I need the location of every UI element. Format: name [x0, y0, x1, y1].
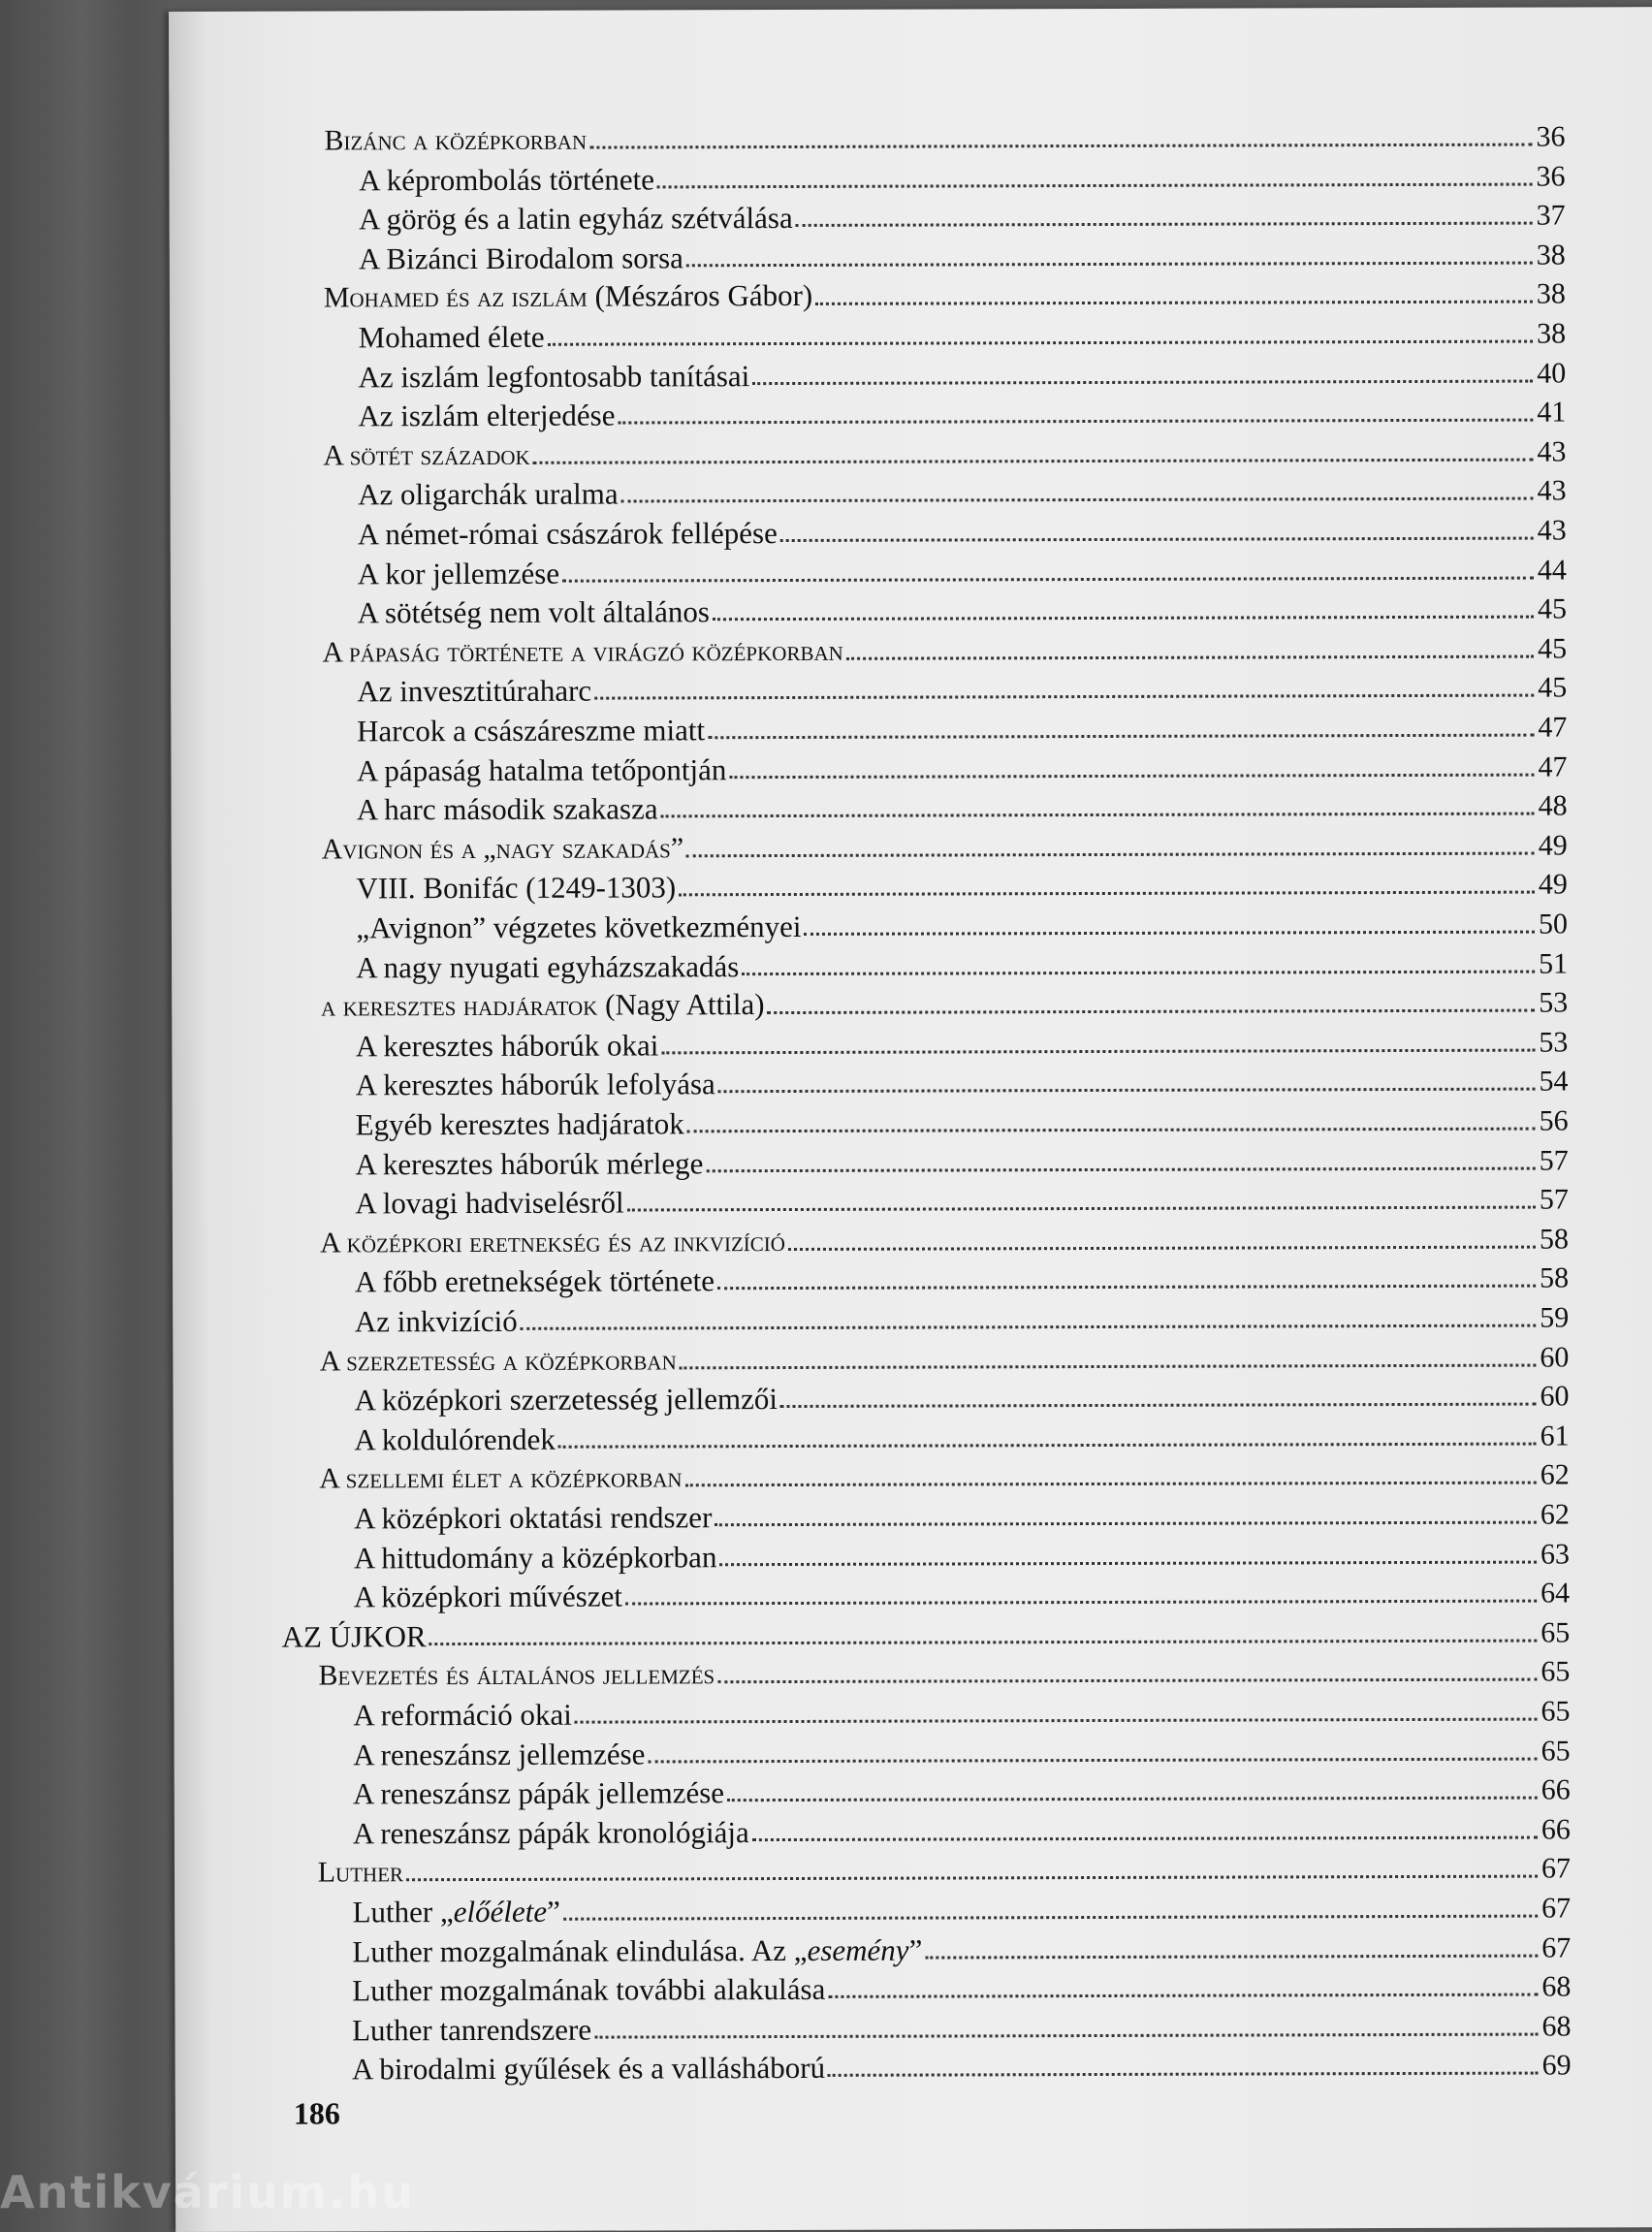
- toc-entry-page: 65: [1541, 1655, 1571, 1688]
- toc-entry-page: 57: [1539, 1144, 1569, 1177]
- toc-entry-title: Luther tanrendszere: [352, 2012, 592, 2048]
- toc-entry-page: 63: [1540, 1538, 1571, 1571]
- toc-entry: [324, 273, 1566, 316]
- toc-entry: [359, 312, 1567, 355]
- toc-entry-page: 65: [1541, 1735, 1571, 1768]
- toc-entry: [359, 155, 1565, 198]
- toc-entry-title: A kor jellemzése: [357, 556, 560, 590]
- toc-entry-page: 53: [1539, 1026, 1569, 1059]
- dot-leader: [727, 1797, 1538, 1802]
- toc-entry-page: 58: [1540, 1261, 1570, 1294]
- toc-entry-title: A harc második szakasza: [356, 791, 658, 827]
- dot-leader: [686, 851, 1535, 857]
- dot-leader: [594, 2032, 1538, 2038]
- toc-entry: [352, 2005, 1572, 2048]
- toc-entry-title: A középkori szerzetesség jellemzői: [354, 1382, 778, 1418]
- toc-entry-page: 65: [1541, 1695, 1571, 1728]
- dot-leader: [804, 931, 1535, 936]
- toc-entry-title: A sötétség nem volt általános: [357, 594, 710, 630]
- dot-leader: [742, 970, 1535, 975]
- toc-entry-title: A reformáció okai: [353, 1697, 572, 1733]
- toc-entry-page: 58: [1539, 1223, 1570, 1256]
- dot-leader: [625, 1600, 1537, 1606]
- toc-entry-title: A német-római császárok fellépése: [357, 516, 778, 552]
- toc-entry-page: 41: [1537, 396, 1567, 429]
- toc-entry: [357, 785, 1568, 828]
- toc-entry-page: 66: [1541, 1813, 1571, 1846]
- toc-entry: [318, 1848, 1571, 1891]
- dot-leader: [796, 222, 1533, 227]
- toc-entry: [319, 1454, 1570, 1497]
- toc-entry: [354, 1376, 1569, 1419]
- toc-entry: [321, 982, 1568, 1025]
- dot-leader: [752, 379, 1533, 385]
- dot-leader: [618, 419, 1533, 425]
- toc-entry: [354, 1533, 1570, 1576]
- toc-entry-title: A hittudomány a középkorban: [353, 1539, 717, 1576]
- toc-entry-author: (Mészáros Gábor): [587, 278, 813, 314]
- dot-leader: [621, 497, 1534, 503]
- toc-entry: [355, 1179, 1569, 1222]
- toc-entry: [356, 903, 1568, 945]
- toc-entry-title: A szellemi élet a középkorban: [319, 1461, 683, 1495]
- toc-entry: [357, 706, 1567, 749]
- toc-entry-title: Harcok a császáreszme miatt: [357, 713, 706, 749]
- toc-entry-title: A sötét századok: [323, 438, 530, 472]
- book-page: [169, 7, 1652, 2232]
- toc-entry-page: 47: [1538, 750, 1568, 783]
- toc-entry: [352, 1927, 1571, 1969]
- dot-leader: [680, 1363, 1537, 1369]
- dot-leader: [562, 576, 1534, 582]
- toc-entry-page: 64: [1541, 1577, 1571, 1610]
- toc-entry-title: Az iszlám elterjedése: [358, 398, 616, 433]
- dot-leader: [713, 616, 1534, 622]
- dot-leader: [780, 537, 1534, 542]
- toc-entry: [358, 352, 1566, 395]
- toc-entry-page: 43: [1537, 435, 1567, 468]
- toc-entry-page: 54: [1539, 1065, 1569, 1098]
- table-of-contents: [169, 115, 1652, 2087]
- toc-entry-page: 45: [1538, 632, 1568, 665]
- toc-entry-page: 61: [1540, 1419, 1570, 1452]
- toc-entry-title: A pápaság története a virágzó középkorban: [322, 634, 843, 669]
- dot-leader: [715, 1521, 1537, 1527]
- dot-leader: [627, 1206, 1536, 1212]
- toc-entry-page: 56: [1539, 1104, 1569, 1137]
- toc-entry: [318, 1651, 1570, 1694]
- dot-leader: [717, 1678, 1537, 1684]
- toc-entry-title: Luther mozgalmának további alakulása: [352, 1972, 826, 2008]
- toc-entry: [322, 824, 1568, 867]
- toc-entry-page: 38: [1536, 317, 1567, 350]
- toc-entry-page: 67: [1541, 1931, 1572, 1964]
- toc-entry-title: Luther mozgalmának elindulása. Az „esemény”: [352, 1932, 923, 1969]
- toc-entry-page: 37: [1536, 199, 1566, 232]
- toc-entry-title: A reneszánsz pápák kronológiája: [352, 1814, 749, 1851]
- toc-entry: [355, 1296, 1570, 1339]
- dot-leader: [679, 891, 1535, 897]
- dot-leader: [575, 1718, 1538, 1724]
- toc-entry: [354, 1573, 1570, 1615]
- toc-entry: [357, 746, 1568, 788]
- toc-entry-page: 45: [1538, 671, 1568, 704]
- toc-entry: [353, 1770, 1571, 1812]
- toc-entry-page: 38: [1536, 239, 1566, 271]
- dot-leader: [686, 261, 1533, 267]
- toc-entry-page: 60: [1540, 1380, 1570, 1413]
- toc-entry-page: 65: [1541, 1616, 1571, 1649]
- dot-leader: [558, 1442, 1537, 1448]
- toc-entry-page: 68: [1541, 2010, 1572, 2043]
- toc-entry-page: 38: [1536, 277, 1566, 310]
- toc-entry-page: 62: [1540, 1458, 1570, 1491]
- toc-entry-page: 62: [1540, 1498, 1570, 1531]
- toc-entry-title: A birodalmi gyűlések és a vallásháború: [351, 2051, 826, 2087]
- toc-entry-author: (Nagy Attila): [597, 987, 765, 1022]
- page-number: 186: [293, 2095, 340, 2131]
- toc-entry-title: AZ ÚJKOR: [281, 1618, 427, 1654]
- toc-entry-title: A lovagi hadviselésről: [355, 1185, 624, 1221]
- dot-leader: [533, 458, 1534, 463]
- toc-entry: [353, 1690, 1570, 1733]
- toc-entry-title: A reneszánsz pápák jellemzése: [352, 1775, 725, 1811]
- dot-leader: [563, 1915, 1538, 1921]
- dot-leader: [780, 1403, 1537, 1408]
- toc-entry-title: Az iszlám legfontosabb tanításai: [358, 358, 750, 394]
- toc-entry-title: A szerzetesség a középkorban: [319, 1343, 677, 1378]
- toc-entry: [356, 1021, 1569, 1064]
- toc-entry: [356, 1061, 1569, 1103]
- toc-entry-page: 59: [1540, 1301, 1570, 1334]
- toc-entry-page: 49: [1538, 829, 1568, 862]
- dot-leader: [406, 1875, 1538, 1882]
- dot-leader: [717, 1285, 1536, 1291]
- toc-entry-title: Egyéb keresztes hadjáratok: [355, 1106, 684, 1142]
- toc-entry: [353, 1730, 1571, 1772]
- toc-entry: [352, 1966, 1571, 2009]
- dot-leader: [729, 773, 1534, 779]
- dot-leader: [925, 1954, 1538, 1959]
- toc-entry: [356, 864, 1567, 907]
- toc-entry-page: 49: [1538, 868, 1568, 901]
- toc-entry-title: A keresztes háborúk lefolyása: [355, 1067, 715, 1102]
- toc-entry: [355, 1258, 1569, 1300]
- toc-entry-title: A görög és a latin egyház szétválása: [359, 201, 793, 237]
- toc-entry-title: Mohamed és az iszlám (Mészáros Gábor): [323, 278, 813, 314]
- toc-entry-page: 43: [1537, 474, 1567, 507]
- toc-entry: [358, 509, 1567, 552]
- toc-entry-title: A középkori oktatási rendszer: [354, 1500, 713, 1536]
- toc-entry-page: 47: [1538, 711, 1568, 744]
- toc-entry-title: Bevezetés és általános jellemzés: [318, 1658, 715, 1692]
- toc-entry: [356, 942, 1568, 985]
- dot-leader: [589, 143, 1532, 149]
- toc-entry-page: 36: [1536, 120, 1566, 153]
- dot-leader: [594, 694, 1534, 700]
- toc-entry: [356, 1100, 1569, 1142]
- toc-entry-page: 68: [1541, 1970, 1572, 2003]
- watermark: Antikvárium.hu: [0, 2166, 415, 2218]
- toc-entry: [357, 667, 1567, 710]
- toc-entry-page: 51: [1539, 947, 1569, 980]
- dot-leader: [828, 1993, 1538, 1998]
- dot-leader: [657, 182, 1533, 188]
- toc-entry-italic: esemény: [807, 1932, 909, 1967]
- toc-entry: [324, 115, 1565, 158]
- toc-entry-title: Az oligarchák uralma: [357, 476, 619, 512]
- toc-entry-title: Avignon és a „nagy szakadás”: [321, 832, 684, 866]
- toc-entry-title: a keresztes hadjáratok (Nagy Attila): [321, 987, 765, 1023]
- toc-entry-title: A képrombolás története: [359, 162, 655, 197]
- dot-leader: [828, 2072, 1539, 2077]
- toc-entry-page: 67: [1541, 1892, 1572, 1925]
- dot-leader: [846, 654, 1534, 659]
- dot-leader: [429, 1639, 1538, 1645]
- toc-entry-title: A főbb eretnekségek története: [354, 1263, 715, 1299]
- dot-leader: [815, 301, 1533, 305]
- toc-entry: [320, 1336, 1570, 1379]
- dot-leader: [687, 1128, 1536, 1133]
- toc-entry: [353, 1808, 1571, 1851]
- toc-entry-title: A középkori eretnekség és az inkvizíció: [320, 1225, 785, 1259]
- dot-leader: [661, 813, 1535, 818]
- dot-leader: [768, 1009, 1536, 1014]
- toc-entry-page: 69: [1541, 2049, 1572, 2082]
- toc-entry-title: A koldulórendek: [354, 1421, 556, 1457]
- toc-entry-title: Luther: [317, 1856, 404, 1889]
- toc-entry: [359, 195, 1566, 238]
- dot-leader: [752, 1835, 1538, 1841]
- dot-leader: [685, 1482, 1537, 1487]
- toc-entry-page: 45: [1537, 592, 1567, 625]
- dot-leader: [648, 1757, 1537, 1763]
- dot-leader: [788, 1245, 1536, 1250]
- toc-entry-title: A reneszánsz jellemzése: [353, 1737, 646, 1772]
- toc-entry-page: 48: [1538, 789, 1568, 822]
- toc-entry-title: Az invesztitúraharc: [357, 674, 592, 709]
- toc-entry: [352, 1887, 1571, 1929]
- toc-entry: [358, 589, 1567, 631]
- toc-entry: [358, 549, 1567, 591]
- dot-leader: [718, 1088, 1536, 1094]
- toc-entry-title: A nagy nyugati egyházszakadás: [356, 948, 740, 984]
- toc-entry-title: A keresztes háborúk mérlege: [355, 1145, 704, 1181]
- dot-leader: [548, 340, 1533, 346]
- toc-entry-page: 60: [1540, 1341, 1570, 1374]
- toc-entry-title: A középkori művészet: [353, 1578, 623, 1614]
- toc-entry: [358, 392, 1566, 434]
- toc-entry: [354, 1415, 1569, 1457]
- toc-entry-title: „Avignon” végzetes következményei: [356, 909, 802, 945]
- toc-entry-title: Az inkvizíció: [354, 1303, 518, 1339]
- toc-entry-title: VIII. Bonifác (1249-1303): [356, 870, 677, 906]
- toc-entry-title: A Bizánci Birodalom sorsa: [358, 240, 683, 276]
- dot-leader: [661, 1048, 1535, 1054]
- dot-leader: [719, 1560, 1537, 1566]
- toc-entry: [320, 1218, 1569, 1260]
- toc-entry: [282, 1611, 1571, 1654]
- toc-entry-page: 36: [1536, 160, 1566, 193]
- dot-leader: [706, 1166, 1535, 1172]
- toc-entry: [355, 1139, 1568, 1182]
- toc-entry-page: 50: [1538, 908, 1568, 941]
- toc-entry: [354, 1493, 1570, 1536]
- toc-entry: [323, 430, 1566, 473]
- toc-entry-page: 40: [1537, 357, 1567, 390]
- toc-entry-title: Luther „előélete”: [352, 1894, 560, 1929]
- toc-entry-title: Bizánc a középkorban: [324, 123, 588, 157]
- toc-entry-page: 44: [1537, 554, 1567, 587]
- toc-entry: [359, 234, 1566, 276]
- toc-entry-page: 66: [1541, 1773, 1571, 1806]
- toc-entry-page: 53: [1539, 986, 1569, 1019]
- toc-entry-title: A keresztes háborúk okai: [355, 1028, 659, 1064]
- toc-entry-title: Mohamed élete: [358, 319, 545, 355]
- toc-entry-page: 67: [1541, 1852, 1572, 1885]
- toc-entry-page: 43: [1537, 514, 1567, 547]
- toc-entry-title: A pápaság hatalma tetőpontján: [356, 751, 727, 787]
- dot-leader: [521, 1324, 1537, 1330]
- toc-entry: [322, 627, 1567, 670]
- dot-leader: [708, 734, 1534, 740]
- toc-entry-page: 57: [1539, 1183, 1569, 1216]
- toc-entry: [352, 2045, 1572, 2088]
- toc-entry-italic: előélete: [453, 1894, 548, 1929]
- toc-entry: [358, 470, 1567, 513]
